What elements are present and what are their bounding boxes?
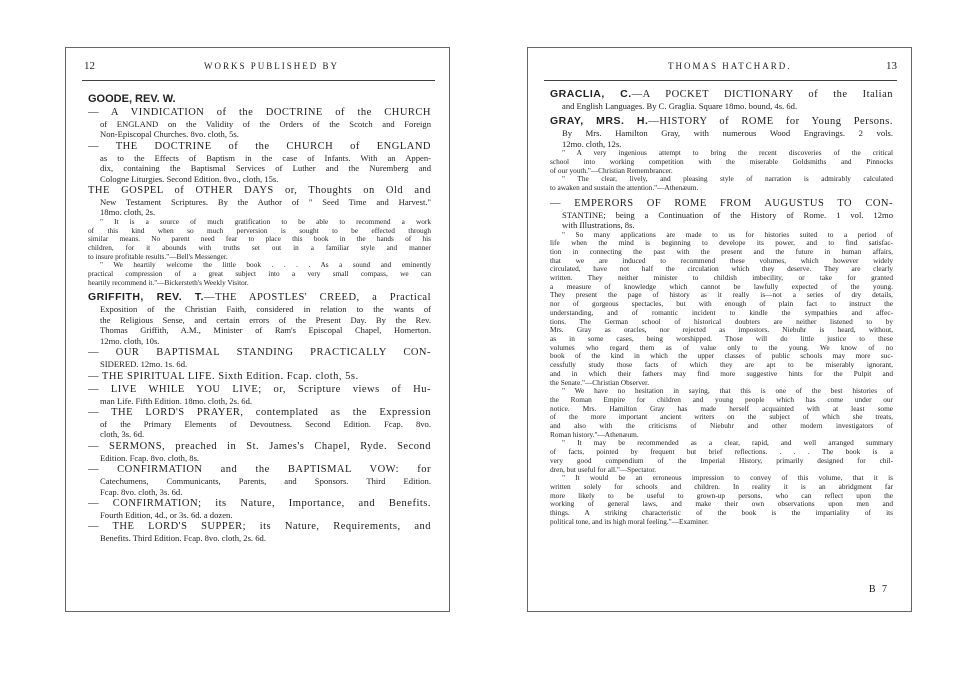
text-line: heartily recommend it."—Bickersteth's Weekly Visitor. xyxy=(88,278,249,287)
text-line: man Life. Fifth Edition. 18mo. cloth, 2s. 6d. xyxy=(100,395,253,406)
text-line: the Religious Sense, and certain errors of the Present Day. By the Rev. xyxy=(100,314,431,325)
running-head: WORKS PUBLISHED BY xyxy=(204,61,340,71)
text-line: Fcap. 8vo. cloth, 3s. 6d. xyxy=(100,486,183,497)
text-line: Benefits. Third Edition. Fcap. 8vo. cloth, 2s. 6d. xyxy=(100,533,266,544)
text-line: " It would be an erroneous impression to convey of this volume, that it is xyxy=(562,474,893,483)
header-rule xyxy=(82,80,435,81)
text-line: 12mo. cloth, 10s. xyxy=(100,335,160,346)
author-heading: GRACLIA, C. xyxy=(550,88,632,100)
text-line: of our youth."—Christian Remembrancer. xyxy=(550,166,673,175)
text-line: They present the page of history as it really is—not a series of dry details, xyxy=(550,291,893,300)
running-head: THOMAS HATCHARD. xyxy=(668,61,792,71)
text-line: STANTINE; being a Continuation of the History of Rome. 1 vol. 12mo xyxy=(562,209,893,220)
text-line: tion in connecting the past with the present and the future in human affairs, xyxy=(550,247,893,256)
text-line: life when the mind is beginning to develope its power, and to find satisfac- xyxy=(550,239,893,248)
text-line: — A VINDICATION of the DOCTRINE of the CHURCH xyxy=(88,107,431,118)
text-line: practical compression of a great subject into a very small compass, we can xyxy=(88,270,431,279)
text-line: " It is a source of much gratification to be able to recommend a work xyxy=(100,217,431,226)
text-line: and also with the criticisms of Niebuhr and other modern investigators of xyxy=(550,422,893,431)
text-line: 18mo. cloth, 2s. xyxy=(100,207,156,218)
page-number: 13 xyxy=(886,60,897,72)
text-line: written. They neither minister to childish imbecility, or take for granted xyxy=(550,274,893,283)
text-line: as to the Effects of Baptism in the case of Infants. With an Appen- xyxy=(100,152,431,163)
text-line: Roman history."—Athenæum. xyxy=(550,430,639,439)
text-line: with Illustrations, 8s. xyxy=(562,220,635,231)
text-line: " It may be recommended as a clear, rapid, and well arranged summary xyxy=(562,439,893,448)
right-page xyxy=(527,47,912,612)
text-line: cessfully study those facts of which they are apt to be miserably ignorant, xyxy=(550,361,893,370)
text-line: political tone, and its high moral feeling."—Examiner. xyxy=(550,517,709,526)
text-line: things. A striking characteristic of the book is the impartiality of its xyxy=(550,509,893,518)
text-line: Exposition of the Christian Faith, considered in relation to the wants of xyxy=(100,304,431,315)
text-line: cloth, 3s. 6d. xyxy=(100,429,145,440)
entry-title: —THE APOSTLES' CREED, a Practical xyxy=(204,292,431,304)
text-line: — SERMONS, preached in St. James's Chapel, Ryde. Second xyxy=(88,440,431,452)
text-line: of this kind when so much perversion is sought to be effected through xyxy=(88,226,431,235)
page-number: 12 xyxy=(84,60,95,72)
text-line: 12mo. cloth, 12s. xyxy=(562,138,622,149)
text-line: Cologne Liturgies. Second Edition. 8vo., cloth, 15s. xyxy=(100,173,279,184)
text-line: Fourth Edition, 4d., or 3s. 6d. a dozen. xyxy=(100,509,233,520)
text-line: SIDERED. 12mo. 1s. 6d. xyxy=(100,359,188,370)
text-line: THE GOSPEL of OTHER DAYS or, Thoughts on Old and xyxy=(88,185,431,197)
text-line xyxy=(550,88,893,101)
text-line: " A very ingenious attempt to bring the recent discoveries of the critical xyxy=(562,149,893,158)
entry-title: —A POCKET DICTIONARY of the Italian xyxy=(631,89,893,100)
text-line: New Testament Scriptures. By the Author of " Seed Time and Harvest." xyxy=(100,197,431,208)
page-body xyxy=(88,88,431,544)
text-line: children, for it abounds with truths set out in a familiar style and manner xyxy=(88,243,431,252)
text-line: " We heartily welcome the little book . . . . As a sound and eminently xyxy=(100,261,431,270)
text-line: a measure of knowledge which cannot be lawfully expected of the young. xyxy=(550,282,893,291)
text-line: school into working competition with the miserable Goldsmiths and Pinnocks xyxy=(550,157,893,166)
text-line: " We have no hesitation in saying, that this is one of the best histories of xyxy=(562,387,893,396)
signature-mark: B 7 xyxy=(868,584,889,595)
text-line: — CONFIRMATION; its Nature, Importance, and Benefits. xyxy=(88,497,431,509)
text-line: of facts, pointed by frequent but brief reflections. . . . The book is a xyxy=(550,448,893,457)
text-line: of ENGLAND on the Validity of the Orders of the Scotch and Foreign xyxy=(100,119,431,129)
text-line: By Mrs. Hamilton Gray, with numerous Wood Engravings. 2 vols. xyxy=(562,128,893,139)
text-line xyxy=(550,115,893,128)
text-line: dren, but useful for all."—Spectator. xyxy=(550,465,657,474)
text-line xyxy=(88,291,431,304)
text-line: " The clear, lively, and pleasing style of narration is admirably calculated xyxy=(562,175,893,184)
text-line: written solely for schools and children. In reality it is an abridgment far xyxy=(550,482,893,491)
text-line: and in which their fathers may find more suggestive hints for the Pulpit and xyxy=(550,369,893,378)
text-line: circulated, have not half the circulation which they deserve. They are clearly xyxy=(550,265,893,274)
text-line: the Roman Empire for children and young people which has come under our xyxy=(550,395,893,404)
text-line: that we are induced to recommend these volumes, which however widely xyxy=(550,256,893,265)
text-line: to awaken and sustain the attention."—Athenæum. xyxy=(550,184,699,193)
header-rule xyxy=(544,80,897,81)
text-line: Thomas Griffith, A.M., Minister of Ram's Episcopal Chapel, Homerton. xyxy=(100,325,431,336)
text-line: volumes who regard them as of value only to the young. We know of no xyxy=(550,343,893,352)
author-heading: GOODE, REV. W. xyxy=(88,93,176,105)
text-line: understanding, and of romantic incident to kindle the sympathies and affec- xyxy=(550,308,893,317)
text-line: — THE LORD'S SUPPER; its Nature, Requirements, and xyxy=(88,521,431,533)
text-line: working of general laws, and make their own observations upon men and xyxy=(550,500,893,509)
page-body xyxy=(550,88,893,526)
text-line: the Senate."—Christian Observer. xyxy=(550,378,650,387)
running-header xyxy=(546,60,897,76)
left-page xyxy=(65,47,450,612)
running-header xyxy=(84,60,435,76)
text-line: book of the kind in which the upper classes of public schools may more suc- xyxy=(550,352,893,361)
text-line: similar means. No parent need fear to place this book in the hands of his xyxy=(88,235,431,244)
text-line: of the more important ancient writers on the subject of which she treats, xyxy=(550,413,893,422)
text-line: — LIVE WHILE YOU LIVE; or, Scripture views of Hu- xyxy=(88,383,431,395)
text-line: notice. Mrs. Hamilton Gray has made herself acquainted with at least some xyxy=(550,404,893,413)
text-line: Edition. Fcap. 8vo. cloth, 8s. xyxy=(100,452,200,463)
text-line: very good compendium of the Imperial History, primarily designed for chil- xyxy=(550,456,893,465)
text-line: " So many applications are made to us for histories suited to a period of xyxy=(562,230,893,239)
text-line: dix, containing the Baptismal Services of Luther and the Nuremberg and xyxy=(100,163,431,174)
text-line: — EMPERORS OF ROME FROM AUGUSTUS TO CON- xyxy=(550,197,893,209)
text-line: of the Primary Elements of Devoutness. Second Edition. Fcap. 8vo. xyxy=(100,418,431,429)
text-line: Mrs. Gray as oracles, nor rejected as impostors. Niebuhr is heard, without, xyxy=(550,326,893,335)
text-line: as in some cases, being worshipped. Those will do little justice to these xyxy=(550,334,893,343)
text-line: tions. The German school of historical doubters are neither listened to by xyxy=(550,317,893,326)
text-line: Non-Episcopal Churches. 8vo. cloth, 5s. xyxy=(100,129,239,140)
text-line: — OUR BAPTISMAL STANDING PRACTICALLY CON- xyxy=(88,347,431,359)
author-heading: GRIFFITH, REV. T. xyxy=(88,291,205,304)
text-line: Catechumens, Communicants, Parents, and Sponsors. Third Edition. xyxy=(100,476,431,487)
text-line: — THE DOCTRINE of the CHURCH of ENGLAND xyxy=(88,140,431,152)
text-line: — THE SPIRITUAL LIFE. Sixth Edition. Fcap. cloth, 5s. xyxy=(88,370,359,382)
text-line: to insure profitable results."—Bell's Messenger. xyxy=(88,252,228,261)
text-line: and English Languages. By C. Graglia. Square 18mo. bound, 4s. 6d. xyxy=(562,101,798,111)
text-line: — THE LORD'S PRAYER, contemplated as the Expression xyxy=(88,406,431,418)
entry-title: —HISTORY of ROME for Young Persons. xyxy=(648,116,893,128)
text-line: nor of gorgeous spectacles, but with enough of plain fact to instruct the xyxy=(550,300,893,309)
text-line: more likely to be useful to grown-up persons, who can reflect upon the xyxy=(550,491,893,500)
author-heading: GRAY, MRS. H. xyxy=(550,115,649,128)
text-line: — CONFIRMATION and the BAPTISMAL VOW: for xyxy=(88,464,431,476)
